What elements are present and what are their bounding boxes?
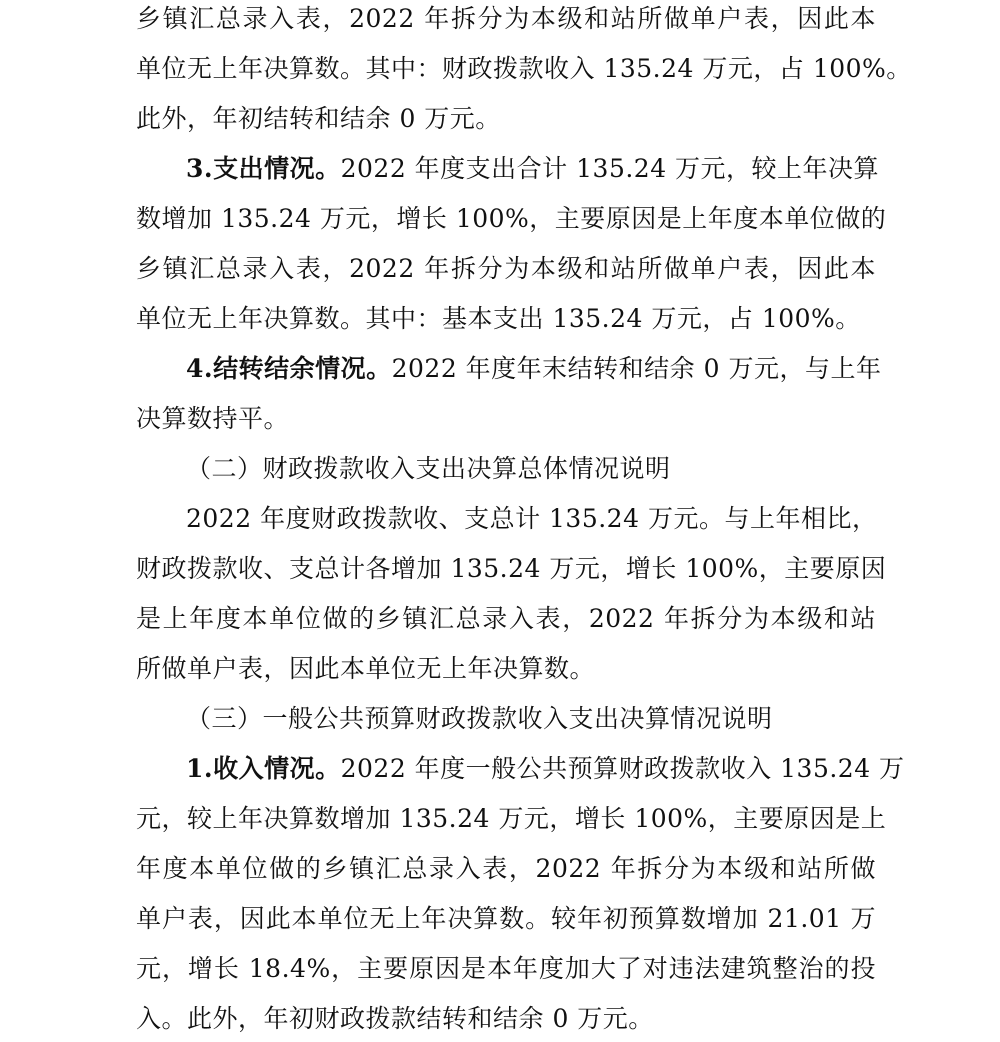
paragraph-line: 入。此外，年初财政拨款结转和结余 0 万元。 xyxy=(136,1004,654,1033)
paragraph-line: 数增加 135.24 万元，增长 100%，主要原因是上年度本单位做的 xyxy=(136,204,887,233)
paragraph-text: 2022 年度一般公共预算财政拨款收入 135.24 万 xyxy=(340,754,905,783)
section-heading-expenditure: 3.支出情况。 xyxy=(186,154,341,183)
paragraph-line: 元，较上年决算数增加 135.24 万元，增长 100%，主要原因是上 xyxy=(136,804,887,833)
paragraph-line: 乡镇汇总录入表，2022 年拆分为本级和站所做单户表，因此本 xyxy=(136,254,876,283)
paragraph-line: 是上年度本单位做的乡镇汇总录入表，2022 年拆分为本级和站 xyxy=(136,604,876,633)
section-title-two: （二）财政拨款收入支出决算总体情况说明 xyxy=(186,454,671,483)
paragraph-line: 乡镇汇总录入表，2022 年拆分为本级和站所做单户表，因此本 xyxy=(136,4,876,33)
paragraph-line: 决算数持平。 xyxy=(136,404,290,433)
paragraph-line: 财政拨款收、支总计各增加 135.24 万元，增长 100%，主要原因 xyxy=(136,554,887,583)
paragraph-text: 2022 年度支出合计 135.24 万元，较上年决算 xyxy=(340,154,880,183)
section-heading-carryover: 4.结转结余情况。 xyxy=(186,354,392,383)
paragraph-line: 元，增长 18.4%，主要原因是本年度加大了对违法建筑整治的投 xyxy=(136,954,876,983)
paragraph-line xyxy=(186,354,882,384)
section-title-three: （三）一般公共预算财政拨款收入支出决算情况说明 xyxy=(186,704,773,733)
paragraph-line xyxy=(186,754,905,784)
paragraph-line: 单户表，因此本单位无上年决算数。较年初预算数增加 21.01 万 xyxy=(136,904,876,933)
paragraph-text: 2022 年度年末结转和结余 0 万元，与上年 xyxy=(391,354,882,383)
paragraph-line: 单位无上年决算数。其中：基本支出 135.24 万元，占 100%。 xyxy=(136,304,861,333)
paragraph-line: 单位无上年决算数。其中：财政拨款收入 135.24 万元，占 100%。 xyxy=(136,54,912,83)
section-heading-income: 1.收入情况。 xyxy=(186,754,341,783)
paragraph-line xyxy=(186,154,880,184)
paragraph-line: 2022 年度财政拨款收、支总计 135.24 万元。与上年相比， xyxy=(186,504,878,533)
paragraph-line: 此外，年初结转和结余 0 万元。 xyxy=(136,104,501,133)
paragraph-line: 年度本单位做的乡镇汇总录入表，2022 年拆分为本级和站所做 xyxy=(136,854,876,883)
paragraph-line: 所做单户表，因此本单位无上年决算数。 xyxy=(136,654,596,683)
